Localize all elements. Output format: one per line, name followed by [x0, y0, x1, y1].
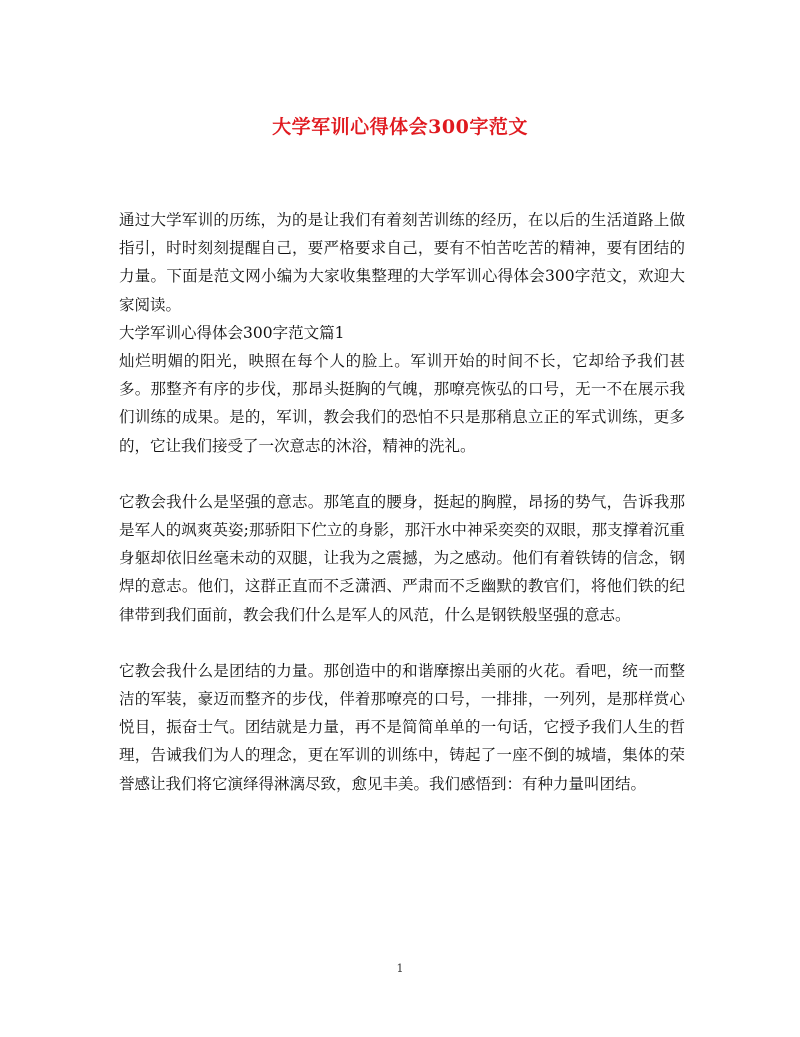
body-paragraph-1: 灿烂明媚的阳光，映照在每个人的脸上。军训开始的时间不长，它却给予我们甚多。那整齐有序的步伐，那昂头挺胸的气魄，那嘹亮恢弘的口号，无一不在展示我们训练的成果。是的，军训，教会我们的恐怕不只是那稍息立正的军式训练，更多的，它让我们接受了一次意志的沐浴，精神的洗礼。	[119, 352, 685, 455]
document-title: 大学军训心得体会300字范文	[272, 116, 528, 138]
page-number: 1	[396, 962, 404, 975]
document-body	[119, 206, 685, 798]
intro-paragraph: 通过大学军训的历练，为的是让我们有着刻苦训练的经历，在以后的生活道路上做指引，时时刻刻提醒自己，要严格要求自己，要有不怕苦吃苦的精神，要有团结的力量。下面是范文网小编为大家收集整理的大学军训心得体会300字范文，欢迎大家阅读。	[119, 211, 685, 314]
body-paragraph-2: 它教会我什么是坚强的意志。那笔直的腰身，挺起的胸膛，昂扬的势气，告诉我那是军人的飒爽英姿;那骄阳下伫立的身影，那汗水中神采奕奕的双眼，那支撑着沉重身躯却依旧丝毫未动的双腿，让我为之震撼，为之感动。他们有着铁铸的信念，钢焊的意志。他们，这群正直而不乏潇洒、严肃而不乏幽默的教官们，将他们铁的纪律带到我们面前，教会我们什么是军人的风范，什么是钢铁般坚强的意志。	[119, 492, 685, 624]
body-paragraph-3: 它教会我什么是团结的力量。那创造中的和谐摩擦出美丽的火花。看吧，统一而整洁的军装，豪迈而整齐的步伐，伴着那嘹亮的口号，一排排，一列列，是那样赏心悦目，振奋士气。团结就是力量，再不是简简单单的一句话，它授予我们人生的哲理，告诫我们为人的理念，更在军训的训练中，铸起了一座不倒的城墙，集体的荣誉感让我们将它演绎得淋漓尽致，愈见丰美。我们感悟到：有种力量叫团结。	[119, 661, 685, 793]
section-title: 大学军训心得体会300字范文篇1	[119, 323, 345, 342]
